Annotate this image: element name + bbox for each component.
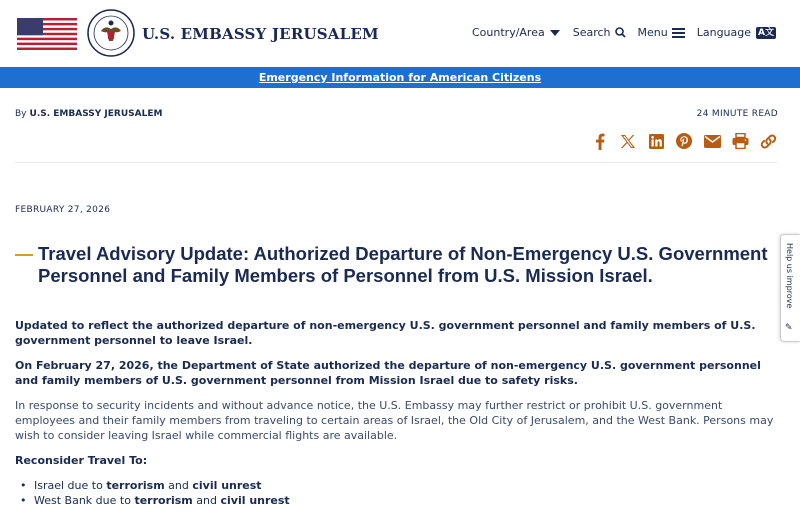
search-button[interactable]	[573, 26, 626, 39]
summary-paragraph: Updated to reflect the authorized departure of non-emergency U.S. government personnel and family members of U.S. government personnel to leave Israel.	[15, 319, 756, 347]
list-item-place: Israel due to	[34, 479, 103, 492]
list-item-place: West Bank due to	[34, 494, 131, 507]
reconsider-travel-heading: Reconsider Travel To:	[15, 454, 148, 467]
search-label: Search	[572, 26, 611, 39]
risk-link-civil-unrest[interactable]: civil unrest	[220, 494, 290, 507]
risk-link-terrorism[interactable]: terrorism	[134, 494, 193, 507]
title-block	[15, 243, 780, 287]
print-icon[interactable]	[730, 131, 750, 151]
title-accent-dash	[15, 254, 33, 256]
list-item	[15, 493, 777, 508]
page-title: Travel Advisory Update: Authorized Departure of Non-Emergency U.S. Government Personnel and Family Members of Personnel from U.S. Mission Israel.	[38, 243, 768, 286]
hamburger-icon	[672, 28, 685, 38]
menu-label: Menu	[637, 26, 668, 39]
embassy-seal-logo[interactable]	[87, 9, 135, 57]
pinterest-icon[interactable]	[674, 131, 694, 151]
edit-icon: ✎	[785, 323, 793, 333]
byline	[15, 109, 162, 119]
country-area-label: Country/Area	[472, 26, 545, 39]
byline-prefix: By	[15, 109, 27, 119]
emergency-alert-bar	[0, 67, 800, 88]
linkedin-icon[interactable]	[646, 131, 666, 151]
feedback-tab[interactable]	[780, 234, 800, 342]
translate-icon: A文	[758, 27, 774, 38]
article-body	[15, 318, 777, 508]
authorized-departure-paragraph: On February 27, 2026, the Department of State authorized the departure of non-emergency U.S. government personnel and family members of U.S. government personnel from Mission Israel due to safety risks.	[15, 359, 761, 387]
x-icon[interactable]	[618, 131, 638, 151]
main-nav	[460, 26, 776, 39]
feedback-label: Help us improve	[785, 243, 794, 309]
list-item-conjunction: and	[168, 479, 189, 492]
site-header	[0, 0, 800, 67]
search-icon	[615, 27, 626, 38]
security-paragraph: In response to security incidents and without advance notice, the U.S. Embassy may further restrict or prohibit U.S. government employees and their family members from traveling to certain areas of Israel, the Old City of Jerusalem, and the West Bank. Persons may wish to consider leaving Israel while commercial flights are available.	[15, 399, 774, 442]
menu-button[interactable]	[638, 26, 685, 39]
site-title[interactable]: U.S. EMBASSY JERUSALEM	[142, 25, 379, 43]
byline-author[interactable]: U.S. EMBASSY JERUSALEM	[29, 109, 163, 119]
caret-down-icon	[549, 29, 561, 37]
publish-date: FEBRUARY 27, 2026	[15, 205, 111, 215]
read-time: 24 MINUTE READ	[696, 109, 778, 119]
email-icon[interactable]	[702, 131, 722, 151]
share-toolbar	[582, 131, 778, 151]
facebook-icon[interactable]	[590, 131, 610, 151]
list-item	[15, 478, 777, 493]
emergency-info-link[interactable]: Emergency Information for American Citizens	[258, 71, 542, 84]
list-item-conjunction: and	[196, 494, 217, 507]
risk-link-civil-unrest[interactable]: civil unrest	[192, 479, 262, 492]
us-flag-logo[interactable]	[17, 18, 77, 50]
risk-link-terrorism[interactable]: terrorism	[106, 479, 165, 492]
country-area-menu[interactable]	[472, 26, 561, 39]
language-button[interactable]	[697, 26, 776, 39]
reconsider-travel-list	[15, 478, 777, 508]
divider	[15, 162, 777, 163]
link-icon[interactable]	[758, 131, 778, 151]
language-label: Language	[696, 26, 752, 39]
